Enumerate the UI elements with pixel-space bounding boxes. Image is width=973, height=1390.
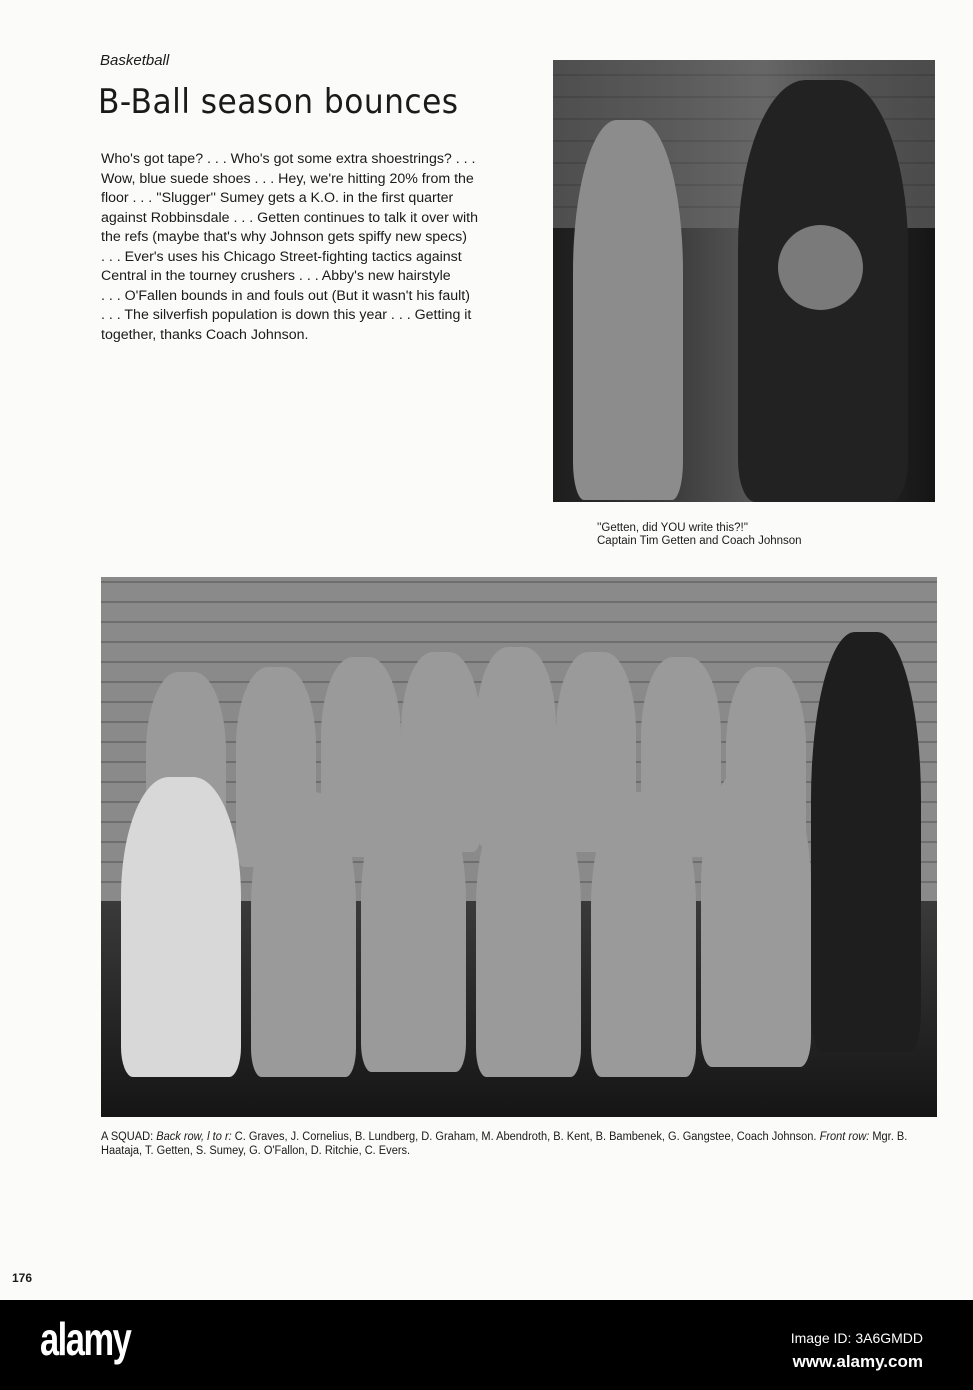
body-text	[101, 150, 521, 345]
captain-figure	[573, 120, 683, 500]
front-row-names: Mgr. B. Haataja, T. Getten, S. Sumey, G. O'Fallon, D. Ritchie, C. Evers.	[101, 1131, 908, 1157]
body-line: against Robbinsdale . . . Getten continues to talk it over with	[101, 209, 478, 226]
caption-names: Captain Tim Getten and Coach Johnson	[597, 535, 802, 547]
body-line: together, thanks Coach Johnson.	[101, 326, 309, 343]
section-label: Basketball	[100, 52, 170, 69]
headline: B-Ball season bounces	[98, 82, 459, 122]
back-row-names: C. Graves, J. Cornelius, B. Lundberg, D. Graham, M. Abendroth, B. Kent, B. Bambenek, G. Gangstee, Coach Johnson.	[234, 1131, 820, 1143]
front-row-label: Front row:	[819, 1131, 873, 1143]
body-line: . . . O'Fallen bounds in and fouls out (But it wasn't his fault)	[101, 287, 470, 304]
body-line: floor . . . ''Slugger'' Sumey gets a K.O. in the first quarter	[101, 190, 454, 206]
caption-lead: A SQUAD:	[101, 1131, 157, 1143]
basketball	[778, 225, 863, 310]
alamy-logo: alamy	[40, 1313, 131, 1365]
player-figure	[701, 767, 811, 1067]
photo1-caption	[597, 522, 802, 548]
watermark-url: www.alamy.com	[792, 1352, 923, 1371]
player-figure	[591, 792, 696, 1077]
coach-figure	[811, 632, 921, 1052]
player-figure	[476, 792, 581, 1077]
team-photo	[101, 577, 937, 1117]
player-figure	[251, 792, 356, 1077]
caption-quote: ''Getten, did YOU write this?!''	[597, 522, 749, 534]
body-line: Wow, blue suede shoes . . . Hey, we're hitting 20% from the	[101, 170, 474, 187]
back-row-label: Back row, l to r:	[156, 1131, 235, 1143]
page-number: 176	[12, 1271, 33, 1285]
watermark-banner	[0, 1300, 973, 1390]
image-id: Image ID: 3A6GMDD	[790, 1330, 923, 1346]
manager-figure	[121, 777, 241, 1077]
team-caption	[101, 1130, 907, 1158]
body-line: Central in the tourney crushers . . . Abby's new hairstyle	[101, 268, 451, 284]
body-line: the refs (maybe that's why Johnson gets spiffy new specs)	[101, 229, 467, 245]
captain-coach-photo	[553, 60, 935, 502]
body-line: . . . Ever's uses his Chicago Street-fighting tactics against	[101, 248, 462, 265]
player-figure	[361, 787, 466, 1072]
body-line: Who's got tape? . . . Who's got some extra shoestrings? . . .	[101, 151, 476, 167]
body-line: . . . The silverfish population is down this year . . . Getting it	[101, 307, 472, 323]
